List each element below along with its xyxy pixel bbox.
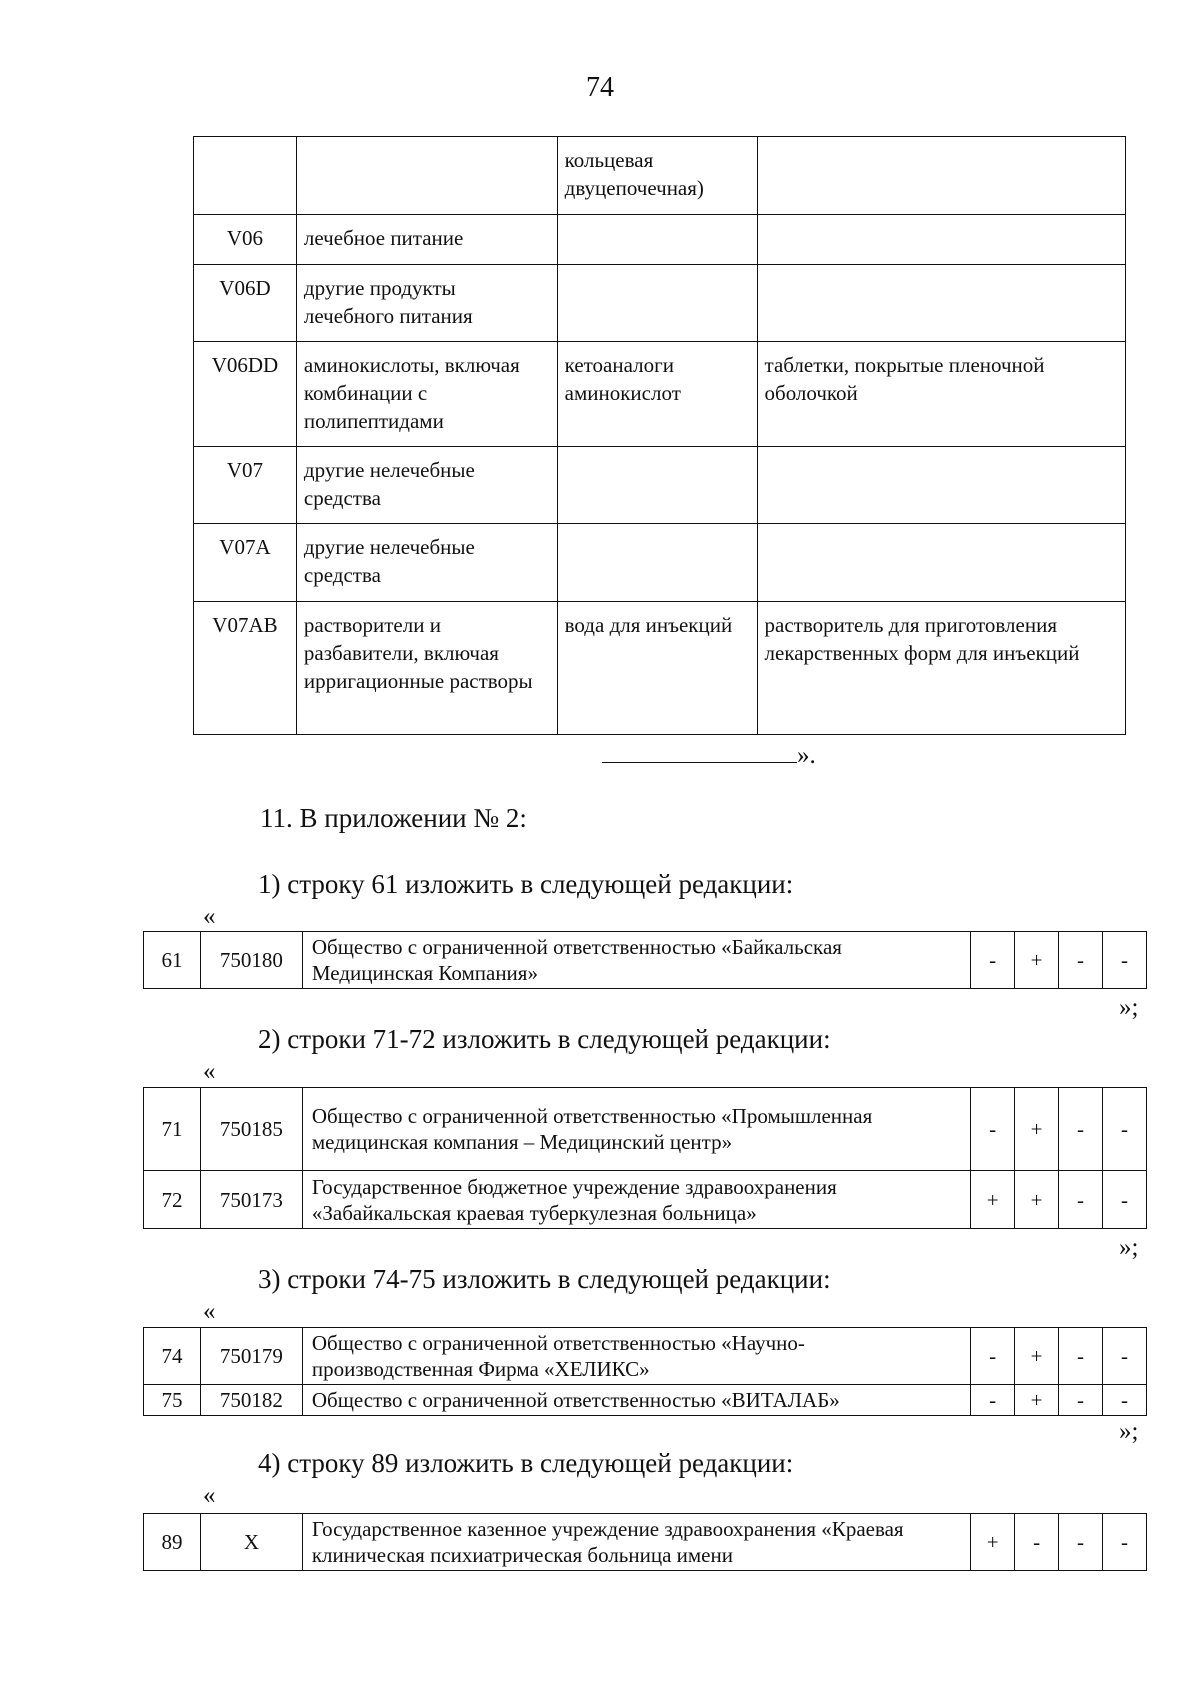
atc-drug-name: вода для инъекций [557,602,757,735]
table-row [194,602,1126,735]
mark-cell: - [1103,1385,1147,1416]
mark-cell: - [1059,1171,1103,1229]
table-row [194,342,1126,447]
subsection-heading: 4) строку 89 изложить в следующей редакции: [258,1448,794,1478]
row-number: 71 [144,1088,201,1171]
organization-name: Общество с ограниченной ответственностью «Байкальская Медицинская Компания» [302,932,970,989]
mark-cell: + [1015,932,1059,989]
row-number: 75 [144,1385,201,1416]
table-row [194,447,1126,524]
atc-code: V06 [194,215,297,265]
mark-cell: - [971,1088,1015,1171]
table-row [194,265,1126,342]
registry-code: 750173 [200,1171,302,1229]
registry-table [143,1087,1147,1229]
registry-table [143,1513,1147,1571]
table-row [144,1385,1147,1416]
mark-cell: - [1059,1385,1103,1416]
table-row [144,932,1147,989]
atc-dosage-form [757,447,1125,524]
atc-group-name: другие нелечебные средства [296,447,557,524]
mark-cell: - [1103,1171,1147,1229]
registry-code: 750179 [200,1328,302,1385]
mark-cell: - [971,1385,1015,1416]
registry-code: 750182 [200,1385,302,1416]
subsection-heading: 3) строки 74-75 изложить в следующей редакции: [258,1264,831,1294]
mark-cell: - [1059,932,1103,989]
table-row [194,524,1126,602]
subsection-heading: 2) строки 71-72 изложить в следующей редакции: [258,1024,831,1054]
mark-cell: - [971,932,1015,989]
mark-cell: - [1059,1088,1103,1171]
page-number: 74 [586,72,614,103]
table-row [144,1514,1147,1571]
atc-drug-name [557,265,757,342]
atc-dosage-form [757,215,1125,265]
row-number: 89 [144,1514,201,1571]
mark-cell: + [1015,1171,1059,1229]
organization-name: Государственное казенное учреждение здравоохранения «Краевая клиническая психиатрическая больница имени [302,1514,970,1571]
atc-code: V06D [194,265,297,342]
mark-cell: + [971,1514,1015,1571]
row-number: 61 [144,932,201,989]
atc-drug-name: кетоаналоги аминокислот [557,342,757,447]
organization-name: Общество с ограниченной ответственностью «Промышленная медицинская компания – Медицинский центр» [302,1088,970,1171]
organization-name: Общество с ограниченной ответственностью «Научно-производственная Фирма «ХЕЛИКС» [302,1328,970,1385]
mark-cell: - [971,1328,1015,1385]
close-quote: »; [1119,1234,1139,1261]
atc-classification-table [193,136,1126,735]
closing-quote: ». [797,742,816,769]
atc-group-name: растворители и разбавители, включая ирригационные растворы [296,602,557,735]
atc-group-name: лечебное питание [296,215,557,265]
mark-cell: + [1015,1328,1059,1385]
atc-code: V07 [194,447,297,524]
mark-cell: - [1103,1088,1147,1171]
registry-table [143,931,1147,989]
table-row [194,137,1126,215]
atc-drug-name [557,447,757,524]
atc-dosage-form: растворитель для приготовления лекарственных форм для инъекций [757,602,1125,735]
open-quote: « [203,903,216,930]
table-row [194,215,1126,265]
mark-cell: - [1103,932,1147,989]
atc-group-name [296,137,557,215]
atc-dosage-form [757,137,1125,215]
mark-cell: + [1015,1385,1059,1416]
atc-dosage-form: таблетки, покрытые пленочной оболочкой [757,342,1125,447]
atc-dosage-form [757,524,1125,602]
registry-code: 750185 [200,1088,302,1171]
registry-table [143,1327,1147,1416]
open-quote: « [203,1058,216,1085]
atc-drug-name [557,215,757,265]
mark-cell: + [971,1171,1015,1229]
row-number: 72 [144,1171,201,1229]
blank-line [602,740,797,763]
mark-cell: - [1103,1514,1147,1571]
atc-drug-name [557,524,757,602]
registry-code: 750180 [200,932,302,989]
close-quote: »; [1119,994,1139,1021]
atc-group-name: другие продукты лечебного питания [296,265,557,342]
atc-code: V06DD [194,342,297,447]
organization-name: Общество с ограниченной ответственностью «ВИТАЛАБ» [302,1385,970,1416]
atc-drug-name: кольцевая двуцепочечная) [557,137,757,215]
open-quote: « [203,1482,216,1509]
open-quote: « [203,1298,216,1325]
close-quote: »; [1119,1418,1139,1445]
table-row [144,1171,1147,1229]
atc-group-name: аминокислоты, включая комбинации с полипептидами [296,342,557,447]
mark-cell: - [1103,1328,1147,1385]
section-heading: 11. В приложении № 2: [260,803,527,833]
row-number: 74 [144,1328,201,1385]
atc-code: V07A [194,524,297,602]
atc-group-name: другие нелечебные средства [296,524,557,602]
mark-cell: - [1015,1514,1059,1571]
organization-name: Государственное бюджетное учреждение здравоохранения «Забайкальская краевая туберкулезная больница» [302,1171,970,1229]
mark-cell: - [1059,1328,1103,1385]
atc-code: V07AB [194,602,297,735]
atc-code [194,137,297,215]
mark-cell: - [1059,1514,1103,1571]
subsection-heading: 1) строку 61 изложить в следующей редакции: [258,869,794,899]
registry-code: Х [200,1514,302,1571]
table-row [144,1088,1147,1171]
mark-cell: + [1015,1088,1059,1171]
table-closing [602,740,816,770]
atc-dosage-form [757,265,1125,342]
table-row [144,1328,1147,1385]
